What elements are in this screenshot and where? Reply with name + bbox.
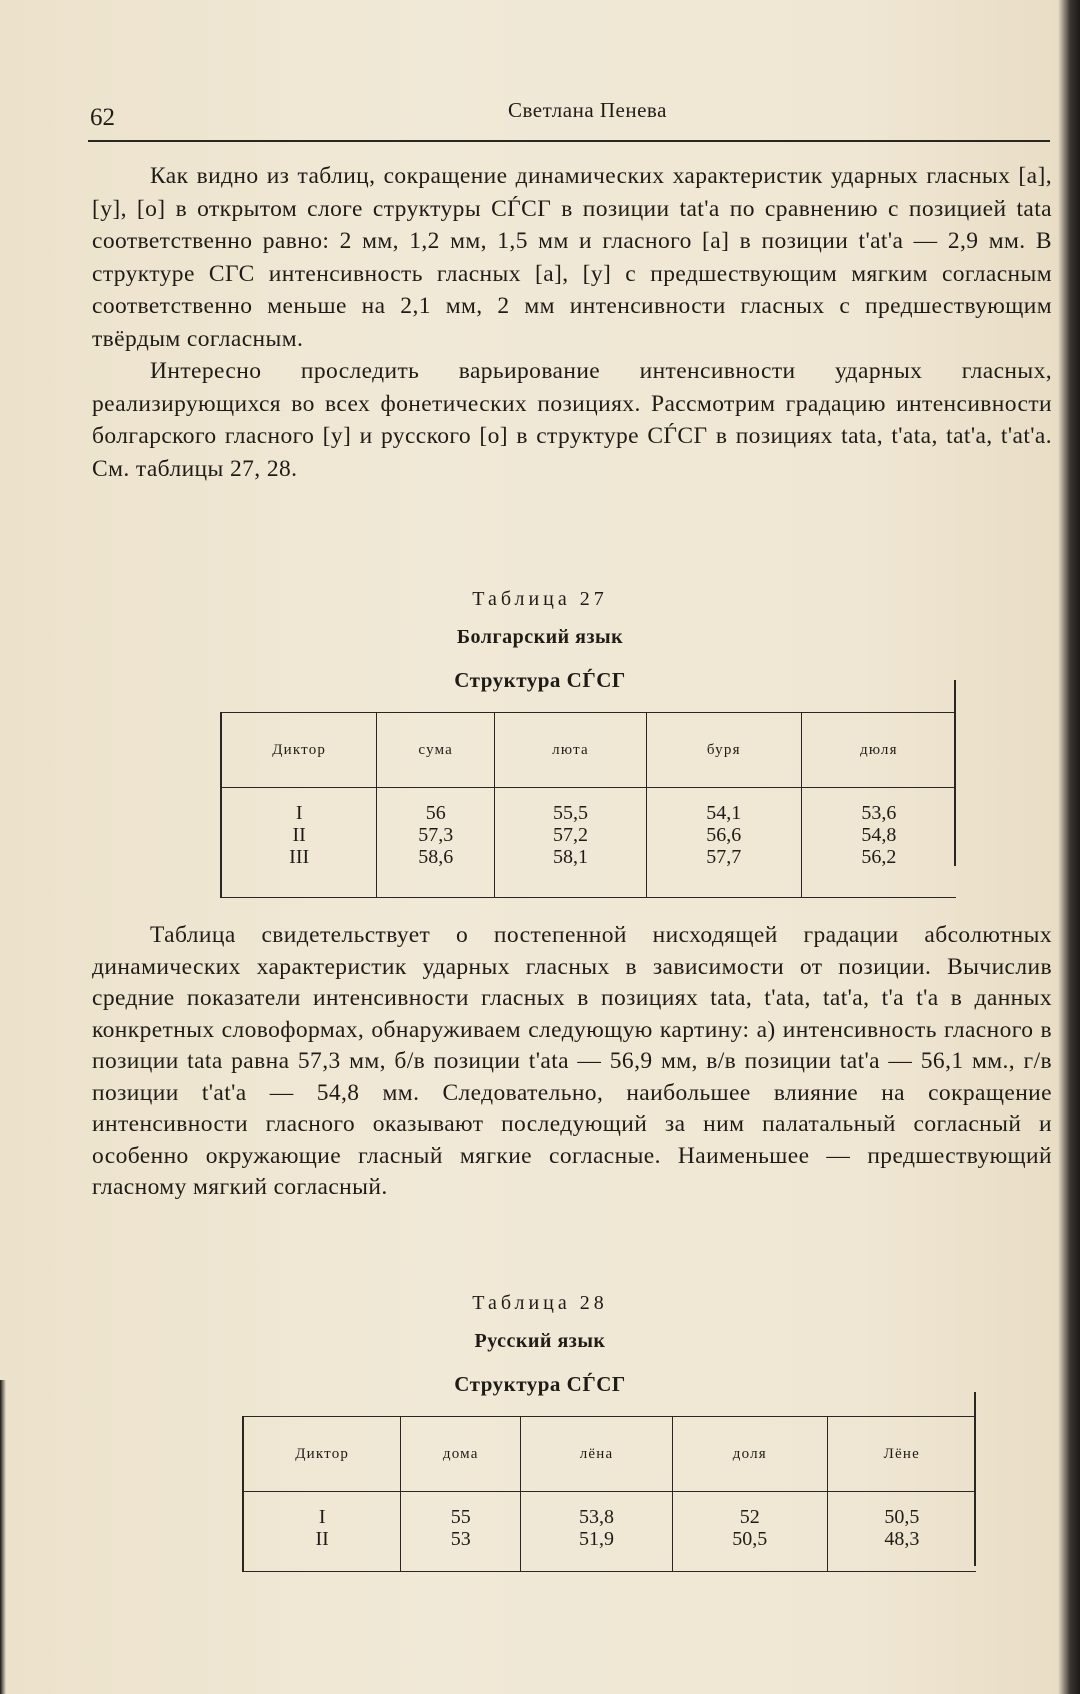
col-header-word: сума (377, 713, 495, 788)
col-header-word: буря (646, 713, 801, 788)
value: 54,1 (706, 802, 742, 824)
table-28-structure: Структура СЃСГ (454, 1372, 626, 1396)
table-27-right-rule (954, 680, 956, 866)
table-28-language: Русский язык (474, 1330, 606, 1352)
speaker-label: I (318, 1506, 326, 1528)
value: 53,8 (579, 1506, 615, 1528)
paragraph: Таблица свидетельствует о постепенной нисходящей градации абсолютных динамических характеристик ударных гласных в зависимости от позиции. Вычислив средние показатели интенсивности гласных в позициях tata, t'ata, tat'a, t'a t'a в данных конкретных словоформах, обнаруживаем следующую картину: а) интенсивность гласного в позиции tata равна 57,3 мм, б/в позиции t'ata — 56,9 мм, в/в позиции tat'a — 56,1 мм., г/в позиции t'at'a — 54,8 мм. Следовательно, наибольшее влияние на сокращение интенсивности гласного оказывают последующий за ним палатальный согласный и особенно окружающие гласный мягкие согласные. Наименьшее — предшествующий гласному мягкий согласный. (92, 922, 1052, 1200)
table-28-number: Таблица 28 (472, 1292, 608, 1314)
value-cell (827, 1492, 976, 1572)
value: 54,8 (861, 824, 897, 846)
value: 48,3 (884, 1528, 920, 1550)
value-cell (646, 788, 801, 898)
col-header-word: дома (401, 1417, 521, 1492)
value: 56 (425, 802, 446, 824)
table-row (221, 788, 956, 898)
value: 53 (450, 1528, 471, 1550)
value: 57,3 (418, 824, 454, 846)
value: 50,5 (732, 1528, 768, 1550)
value: 52 (739, 1506, 760, 1528)
value: 51,9 (579, 1528, 615, 1550)
table-27-structure: Структура СЃСГ (454, 668, 626, 692)
col-header-word: Лёне (827, 1417, 976, 1492)
value: 50,5 (884, 1506, 920, 1528)
value-cell (521, 1492, 673, 1572)
table-27-number: Таблица 27 (472, 588, 608, 610)
value: 58,1 (553, 846, 589, 868)
page-edge-shadow (1058, 0, 1080, 1694)
speaker-label: III (289, 846, 310, 868)
paragraph: Как видно из таблиц, сокращение динамических характеристик ударных гласных [а], [у], [о] в открытом слоге структуры СЃСГ в позиции tat'a по сравнению с позицией tata соответственно равно: 2 мм, 1,2 мм, 1,5 мм и гласного [а] в позиции t'at'a — 2,9 мм. В структуре СГС интенсивность гласных [а], [у] с предшествующим мягким согласным соответственно меньше на 2,1 мм, 2 мм интенсивности гласных с предшествующим твёрдым согласным. (92, 163, 1052, 352)
speaker-label: II (292, 824, 306, 846)
col-header-speaker: Диктор (243, 1417, 401, 1492)
table-28-right-rule (974, 1392, 976, 1566)
page-number: 62 (90, 104, 115, 131)
value: 53,6 (861, 802, 897, 824)
value: 58,6 (418, 846, 454, 868)
running-head: Светлана Пенева (508, 98, 667, 122)
intro-text (92, 160, 1052, 485)
speaker-cell (221, 788, 377, 898)
col-header-word: лёна (521, 1417, 673, 1492)
value: 55,5 (553, 802, 589, 824)
value: 57,2 (553, 824, 589, 846)
value-cell (401, 1492, 521, 1572)
table-row (243, 1492, 976, 1572)
value-cell (801, 788, 956, 898)
page-header (88, 98, 1050, 142)
value: 55 (450, 1506, 471, 1528)
col-header-word: доля (672, 1417, 827, 1492)
value-cell (672, 1492, 827, 1572)
table-27 (220, 712, 956, 898)
value: 56,6 (706, 824, 742, 846)
col-header-word: люта (495, 713, 647, 788)
col-header-word: дюля (801, 713, 956, 788)
table-header-row (243, 1417, 976, 1492)
speaker-cell (243, 1492, 401, 1572)
value: 57,7 (706, 846, 742, 868)
value: 56,2 (861, 846, 897, 868)
value-cell (377, 788, 495, 898)
page-edge-shadow-left (0, 1380, 6, 1694)
table-27-language: Болгарский язык (456, 626, 624, 648)
table-header-row (221, 713, 956, 788)
table-28 (242, 1416, 976, 1572)
speaker-label: II (315, 1528, 329, 1550)
col-header-speaker: Диктор (221, 713, 377, 788)
value-cell (495, 788, 647, 898)
paragraph: Интересно проследить варьирование интенсивности ударных гласных, реализирующихся во всех фонетических позициях. Рассмотрим градацию интенсивности болгарского гласного [у] и русского [о] в структуре СЃСГ в позициях tata, t'ata, tat'a, t'at'a. См. таблицы 27, 28. (92, 358, 1052, 482)
speaker-label: I (295, 802, 303, 824)
analysis-text (92, 920, 1052, 1204)
